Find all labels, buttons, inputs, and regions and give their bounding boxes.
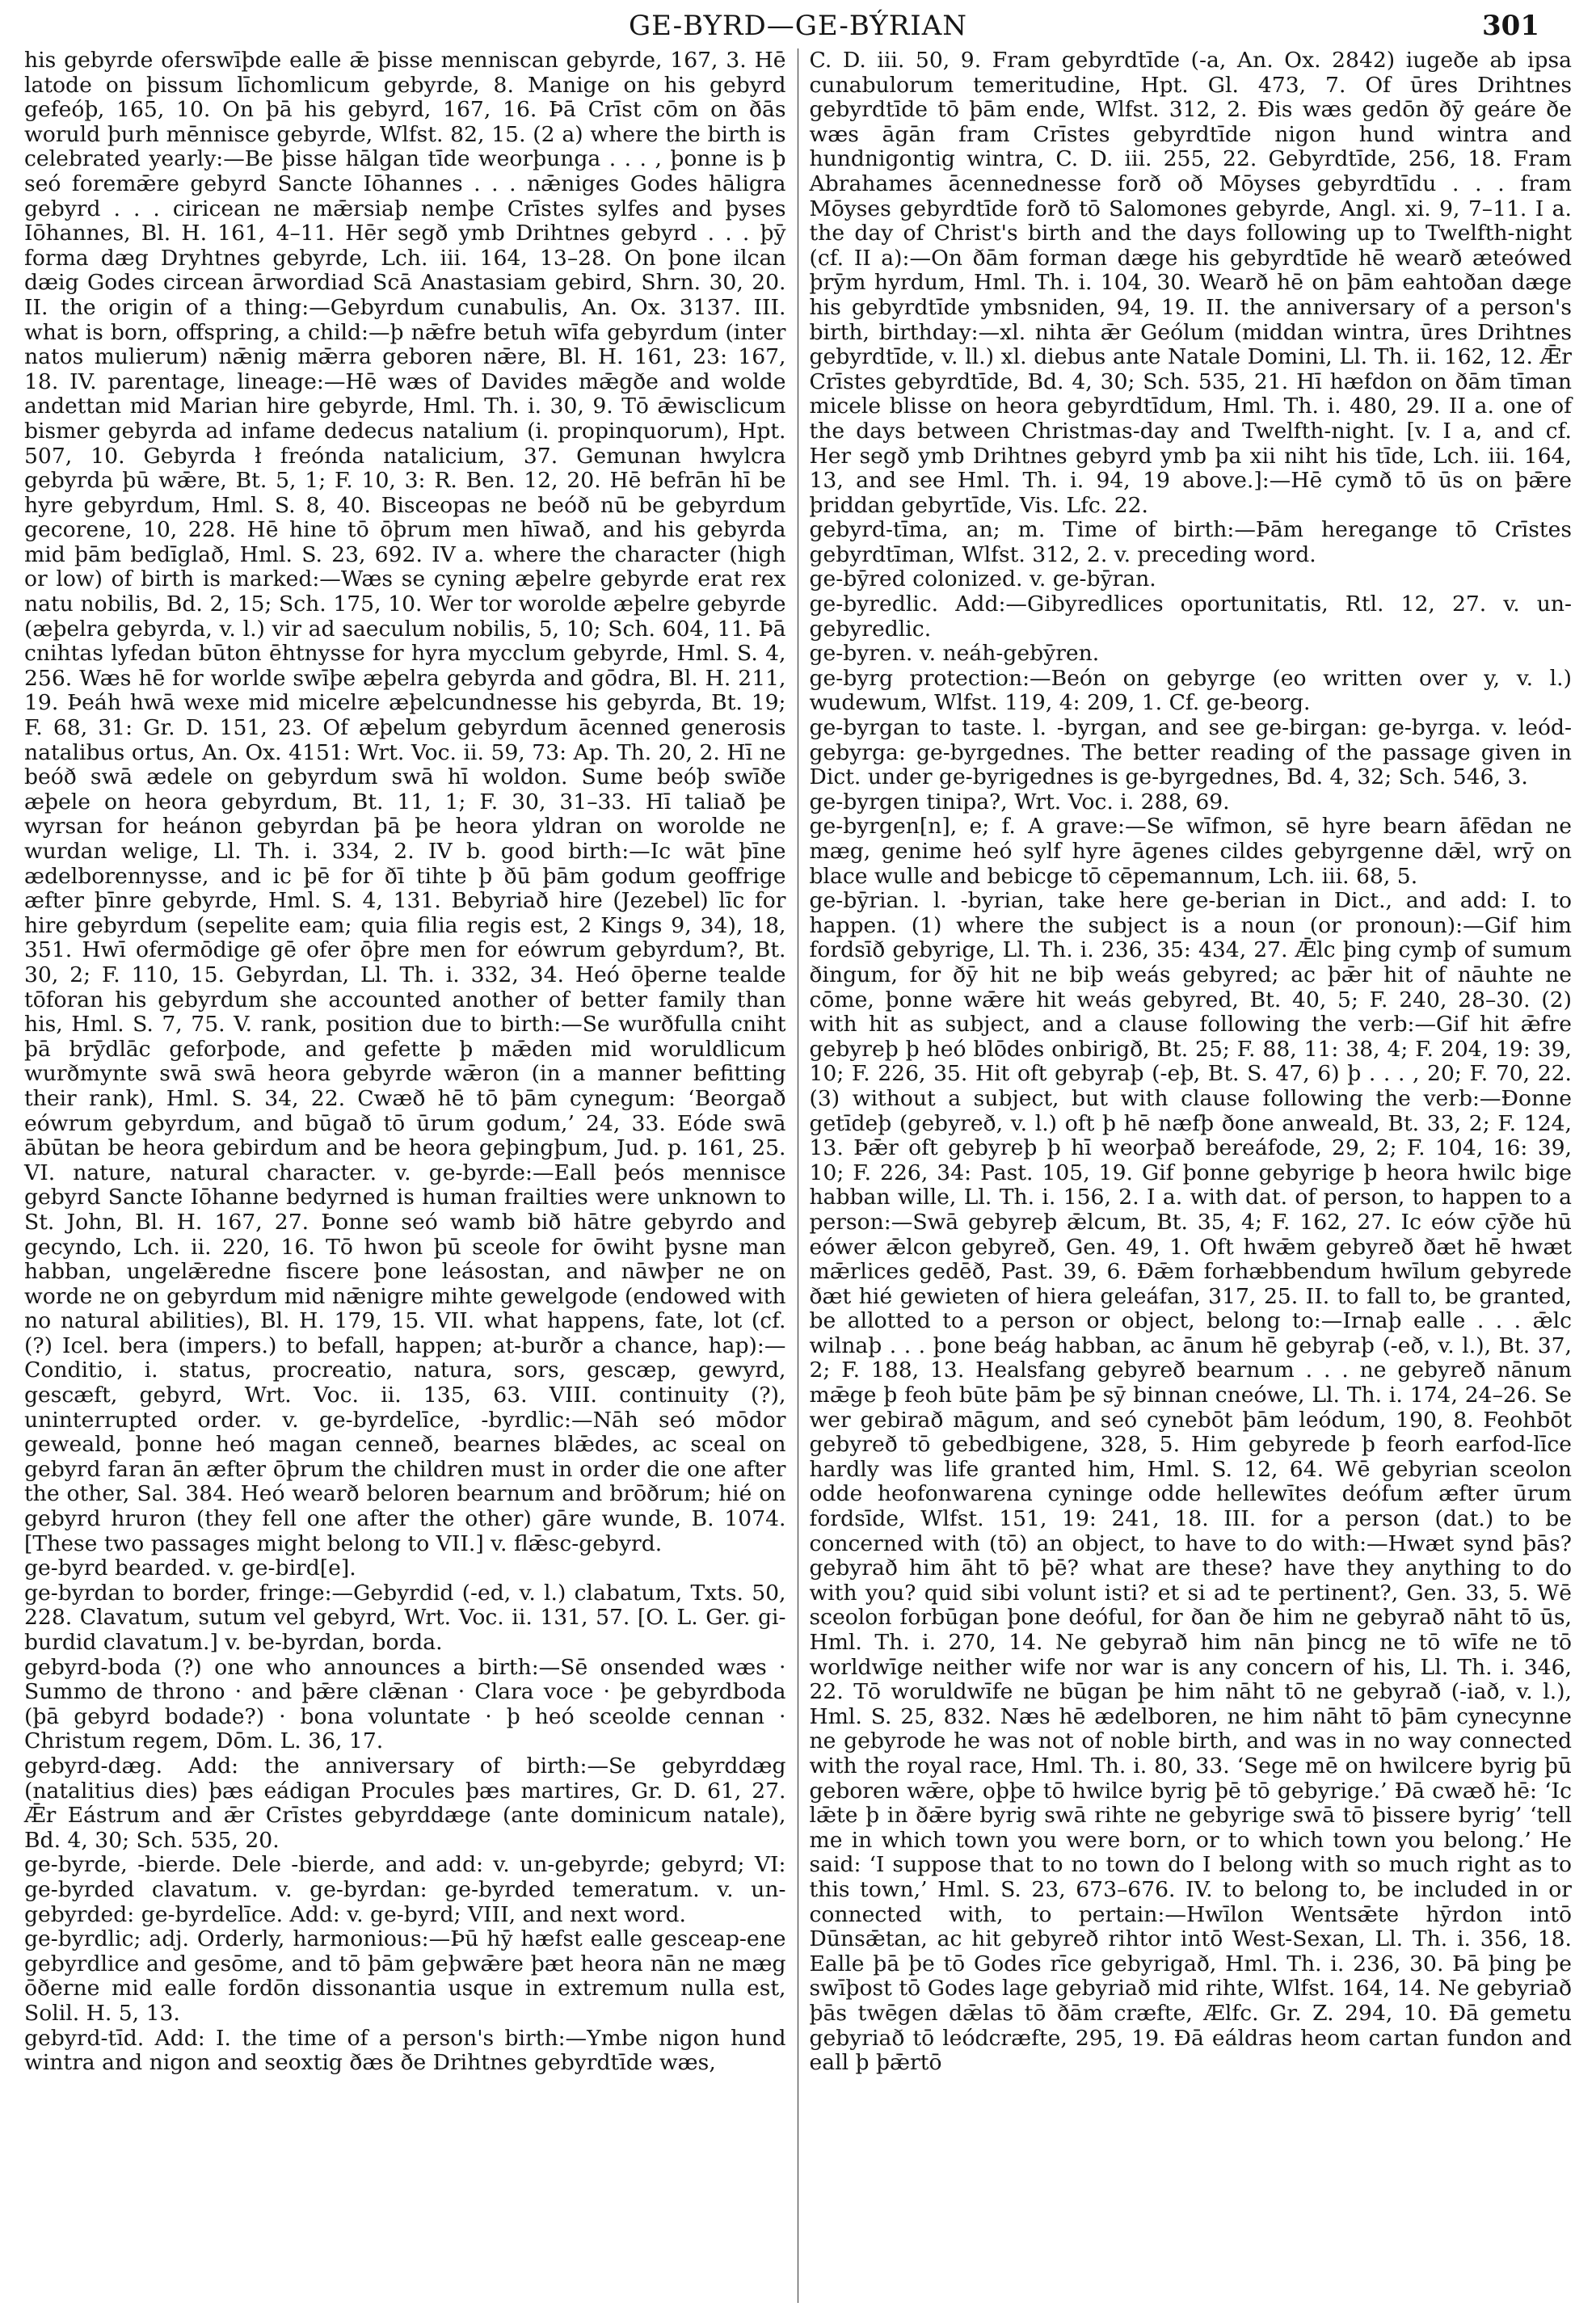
entry-paragraph: ge-bȳrian. l. -byrian, take here ge-berian in Dict., and add: I. to happen. (1) where the subject is a noun (or pronoun):—Gif him fordsīð gebyrige, Ll. Th. i. 236, 35: 434, 27. Ǣlc þing cymþ of sumum ðingum, for ðȳ hit ne biþ weás gebyred; ac þǣr hit of nāuhte ne cōme, þonne wǣre hit weás gebyred, Bt. 40, 5; F. 240, 28–30. (2) with hit as subject, and a clause following the verb:—Gif hit ǣfre gebyreþ þ heó blōdes onbirigð, Bt. 25; F. 88, 11: 38, 4; F. 204, 19: 39, 10; F. 226, 35. Hit oft gebyraþ (-eþ, Bt. S. 47, 6) þ . . . , 20; F. 70, 22. (3) without a subject, but with clause following the verb:—Ðonne getīdeþ (gebyreð, v. l.) oft þ hē næfþ ðone anweald, Bt. 33, 2; F. 124, 13. Þǣr oft gebyreþ þ hī weorþað bereáfode, 29, 2; F. 104, 16: 39, 10; F. 226, 34: Past. 105, 19. Gif þonne gebyrige þ heora hwilc bige habban wille, Ll. Th. i. 156, 2. I a. with dat. of person, to happen to a person:—Swā gebyreþ ǣlcum, Bt. 35, 4; F. 162, 27. Ic eów cȳðe hū eówer ǣlcon gebyreð, Gen. 49, 1. Oft hwǣm gebyreð ðæt hē hwæt mǣrlices gedēð, Past. 39, 6. Ðǣm forhæbbendum hwīlum gebyrede ðæt hié gewieten of hiera geleáfan, 317, 25. II. to fall to, be granted, be allotted to a person or object, belong to:—Irnaþ ealle . . . ǣlc wilnaþ . . . þone beág habban, ac ānum hē gebyraþ (-eð, v. l.), Bt. 37, 2; F. 188, 13. Healsfang gebyreð bearnum . . . ne gebyreð nānum mǣge þ feoh būte þām þe sȳ binnan cneówe, Ll. Th. i. 174, 24–26. Se wer gebirað māgum, and seó cynebōt þām leódum, 190, 8. Feohbōt gebyreð tō gebedbigene, 328, 5. Him gebyrede þ feorh earfod-līce hardly was life granted him, Hml. S. 12, 64. Wē gebyrian sceolon odde heofonwarena cyninge odde hellewītes deófum æfter ūrum fordsīde, Wlfst. 151, 19: 241, 18. III. for a person (dat.) to be concerned with (tō) an object, to have to do with:—Hwæt synd þās? gebyrað him āht tō þē? what are these? have they anything to do with you? quid sibi volunt isti? et si ad te pertinent?, Gen. 33, 5. Wē sceolon forbūgan þone deóful, for ðan ðe him ne gebyrað nāht tō ūs, Hml. Th. i. 270, 14. Ne gebyrað him nān þincg ne tō wīfe ne tō worldwīge neither wife nor war is any concern of his, Ll. Th. i. 346, 22. Tō woruldwīfe ne būgan þe him nāht tō ne gebyrað (-iað, v. l.), Hml. S. 25, 832. Næs hē ædelboren, ne him nāht tō þām cynecynne ne gebyrode he was not of noble birth, and was in no way connected with the royal race, Hml. Th. i. 80, 33. ‘Sege mē on hwilcere byrig þū geboren wǣre, oþþe tō hwilce byrig þē tō gebyrige.’ Ðā cwæð hē: ‘Ic lǣte þ in ðǣre byrig swā rihte ne gebyrige swā tō þissere byrig’ ‘tell me in which town you were born, or to which town you belong.’ He said: ‘I suppose that to no town do I belong with so much right as to this town,’ Hml. S. 23, 673–676. IV. to belong to, be included in or connected with, to pertain:—Hwīlon Wentsǣte hȳrdon intō Dūnsǣtan, ac hit gebyreð rihtor intō West-Sexan, Ll. Th. i. 356, 18. Ealle þā þe tō Godes rīce gebyrigað, Hml. Th. i. 236, 30. Þā þing þe swīþost tō Godes lage gebyriað mid rihte, Wlfst. 164, 14. Ne gebyriað þās twēgen dǣlas tō ðām cræfte, Ælfc. Gr. Z. 294, 10. Ðā gemetu gebyriað tō leódcræfte, 295, 19. Ðā eáldras heom cartan fundon and eall þ þǣrtō bbox=[809, 888, 1572, 2076]
entry-paragraph: ge-byrde, -bierde. Dele -bierde, and add: v. un-gebyrde; gebyrd; VI: ge-byrded clavatum. v. ge-byrdan: ge-byrded temeratum. v. un-gebyrded: ge-byrdelīce. Add: v. ge-byrd; VIII, and next word. bbox=[24, 1852, 786, 1927]
entry-paragraph: gebyrd-tīd. Add: I. the time of a person's birth:—Ymbe nigon hund wintra and nigon and seoxtig ðæs ðe Drihtnes gebyrdtīde wæs, bbox=[24, 2025, 786, 2076]
entry-paragraph: ge-byredlic. Add:—Gibyredlices oportunitatis, Rtl. 12, 27. v. un-gebyredlic. bbox=[809, 591, 1572, 642]
entry-paragraph: ge-bȳred colonized. v. ge-bȳran. bbox=[809, 566, 1156, 592]
entry-paragraph: ge-byrdan to border, fringe:—Gebyrdid (-ed, v. l.) clabatum, Txts. 50, 228. Clavatum, sutum vel gebyrd, Wrt. Voc. ii. 131, 57. [O. L. Ger. gi-burdid clavatum.] v. be-byrdan, borda. bbox=[24, 1580, 786, 1655]
entry-paragraph: ge-byrd bearded. v. ge-bird[e]. bbox=[24, 1555, 356, 1581]
entry-paragraph: his gebyrde oferswīþde ealle ǣ þisse menniscan gebyrde, 167, 3. Hē latode on þissum līchomlicum gebyrde, 8. Manige on his gebyrd gefeóþ, 165, 10. On þā his gebyrd, 167, 16. Þā Crīst cōm on ðās woruld þurh mēnnisce gebyrde, Wlfst. 82, 15. (2 a) where the birth is celebrated yearly:—Be þisse hālgan tīde weorþunga . . . , þonne is þ seó foremǣre gebyrd Sancte Iōhannes . . . nǣniges Godes hāligra gebyrd . . . ciricean ne mǣrsiaþ nemþe Crīstes sylfes and þyses Iōhannes, Bl. H. 161, 4–11. Hēr segð ymb Drihtnes gebyrd . . . þȳ forma dæg Dryhtnes gebyrde, Lch. iii. 164, 13–28. On þone ilcan dæig Godes circean ārwordiad Scā Anastasiam gebird, Shrn. 30, 20. II. the origin of a thing:—Gebyrdum cunabulis, An. Ox. 3137. III. what is born, offspring, a child:—þ nǣfre betuh wīfa gebyrdum (inter natos mulierum) nǣnig mǣrra geboren nǣre, Bl. H. 161, 23: 167, 18. IV. parentage, lineage:—Hē wæs of Davides mǣgðe and wolde andettan mid Marian hire gebyrde, Hml. Th. i. 30, 9. Tō ǣwisclicum bismer gebyrda ad infame dedecus natalium (i. propinquorum), Hpt. 507, 10. Gebyrda ł freónda natalicium, 37. Gemunan hwylcra gebyrda þū wǣre, Bt. 5, 1; F. 10, 3: R. Ben. 12, 20. Hē befrān hī be hyre gebyrdum, Hml. S. 8, 40. Bisceopas ne beóð nū be gebyrdum gecorene, 10, 228. Hē hine tō ōþrum men hīwað, and his gebyrda mid þām bedīglað, Hml. S. 23, 692. IV a. where the character (high or low) of birth is marked:—Wæs se cyning æþelre gebyrde erat rex natu nobilis, Bd. 2, 15; Sch. 175, 10. Wer tor woroldе æþelre gebyrde (æþelra gebyrda, v. l.) vir ad saeculum nobilis, 5, 10; Sch. 604, 11. Þā cnihtas lyfedan būton ēhtnysse for hyra mycclum gebyrde, Hml. S. 4, 256. Wæs hē for worlde swīþe æþelra gebyrda and gōdra, Bl. H. 211, 19. Þeáh hwā wexe mid micelre æþelcundnesse his gebyrda, Bt. 19; F. 68, 31: Gr. D. 151, 23. Of æþelum gebyrdum ācenned generosis natalibus ortus, An. Ox. 4151: Wrt. Voc. ii. 59, 73: Ap. Th. 20, 2. Hī ne beóð swā ædele on gebyrdum swā hī woldon. Sume beóþ swīðe æþele on heora gebyrdum, Bt. 11, 1; F. 30, 31–33. Hī taliað þe wyrsan for heánon gebyrdan þā þe heora yldran on worolde ne wurdan welige, Ll. Th. i. 334, 2. IV b. good birth:—Ic wāt þīne ædelborennysse, and ic þē for ðī tihte þ ðū þām godum geoffrige æfter þīnre gebyrde, Hml. S. 4, 131. Bebyriað hire (Jezebel) līc for hire gebyrdum (sepelite eam; quia filia regis est, 2 Kings 9, 34), 18, 351. Hwī ofermōdige gē ofer ōþre men for eówrum gebyrdum?, Bt. 30, 2; F. 110, 15. Gebyrdan, Ll. Th. i. 332, 34. Heó ōþerne tealde tōforan his gebyrdum she accounted another of better family than his, Hml. S. 7, 75. V. rank, position due to birth:—Se wurðfulla cniht þā brȳdlāc geforþode, and gefette þ mǣden mid woruldlicum wurðmynte swā swā heora gebyrde wǣron (in a manner befitting their rank), Hml. S. 34, 22. Cwæð hē tō þām cynegum: ‘Beorgað eówrum gebyrdum, and būgað tō ūrum godum,’ 24, 33. Eóde swā ābūtan be heora gebirdum and be heora geþingþum, Jud. p. 161, 25. VI. nature, natural character. v. ge-byrde:—Eall þeós mennisce gebyrd Sancte Iōhanne bedyrned is human frailties were unknown to St. John, Bl. H. 167, 27. Þonne seó wamb bið hātre gebyrdo and gecyndo, Lch. ii. 220, 16. Tō hwon þū sceole for ōwiht þysne man habban, ungelǣredne fiscere þone leásostan, and nāwþer ne on worde ne on gebyrdum mid nǣnigre mihte gewelgode (endowed with no natural abilities), Bl. H. 179, 15. VII. what happens, fate, lot (cf. (?) Icel. bera (impers.) to befall, happen; at-burðr a chance, hap):—Conditio, i. status, procreatio, natura, sors, gescæp, gewyrd, gescæft, gebyrd, Wrt. Voc. ii. 135, 63. VIII. continuity (?), uninterrupted order. v. ge-byrdelīce, -byrdlic:—Nāh seó mōdor geweald, þonne heó magan cenneð, bearnes blǣdes, ac sceal on gebyrd faran ān æfter ōþrum the children must in order die one after the other, Sal. 384. Heó wearð beloren bearnum and brōðrum; hié on gebyrd hruron (they fell one after the other) gāre wunde, B. 1074. [These two passages might belong to VII.] v. flǣsc-gebyrd. bbox=[24, 48, 786, 1556]
entry-paragraph: gebyrd-boda (?) one who announces a birth:—Sē onsended wæs · Summo de throno · and þǣre clǣnan · Clara voce · þe gebyrdboda (þā gebyrd bodade?) · bona voluntate · þ heó sceolde cennan · Christum regem, Dōm. L. 36, 17. bbox=[24, 1654, 786, 1754]
entry-paragraph: C. D. iii. 50, 9. Fram gebyrdtīde (-a, An. Ox. 2842) iugeðe ab ipsa cunabulorum temeritudine, Hpt. Gl. 473, 7. Of ūres Drihtnes gebyrdtīde tō þām ende, Wlfst. 312, 2. Ðis wæs gedōn ðȳ geáre ðe wæs āgān fram Crīstes gebyrdtīde nigon hund wintra and hundnigontig wintra, C. D. iii. 255, 22. Gebyrdtīde, 256, 18. Fram Abrahames ācennednesse forð oð Mōyses gebyrdtīdu . . . fram Mōyses gebyrdtīde forð tō Salomones gebyrde, Angl. xi. 9, 7–11. I a. the day of Christ's birth and the days following up to Twelfth-night (cf. II a):—On ðām forman dæge his gebyrdtīde hē wearð æteówed þrȳm hyrdum, Hml. Th. i. 104, 30. Wearð hē on þām eahtoðan dæge his gebyrdtīde ymbsniden, 94, 19. II. the anniversary of a person's birth, birthday:—xl. nihta ǣr Geólum (middan wintra, ūres Drihtnes gebyrdtīde, v. ll.) xl. diebus ante Natale Domini, Ll. Th. ii. 162, 12. Ǣr Crīstes gebyrdtīde, Bd. 4, 30; Sch. 535, 21. Hī hæfdon on ðām tīman micele blisse on heora gebyrdtīdum, Hml. Th. i. 480, 29. II a. one of the days between Christmas-day and Twelfth-night. [v. I a, and cf. Her segð ymb Drihtnes gebyrd ymb þa xii niht his tīde, Lch. iii. 164, 13, and see Hml. Th. i. 94, 19 above.]:—Hē cymð tō ūs on þǣre þriddan gebyrtīde, Vis. Lfc. 22. bbox=[809, 48, 1572, 518]
entry-paragraph: ge-byrgen tinipa?, Wrt. Voc. i. 288, 69. bbox=[809, 789, 1230, 815]
entry-paragraph: ge-byrg protection:—Beón on gebyrge (eo written over y, v. l.) wudewum, Wlfst. 119, 4: 209, 1. Cf. ge-beorg. bbox=[809, 665, 1572, 716]
entry-paragraph: gebyrd-dæg. Add: the anniversary of birth:—Se gebyrddæg (natalitius dies) þæs eádigan Procules þæs martires, Gr. D. 61, 27. Ǣr Eástrum and ǣr Crīstes gebyrddæge (ante dominicum natale), Bd. 4, 30; Sch. 535, 20. bbox=[24, 1753, 786, 1853]
right-column bbox=[798, 48, 1584, 2303]
entry-paragraph: ge-byrdlic; adj. Orderly, harmonious:—Þū hȳ hæfst ealle gesceap-ene gebyrdlice and gesōme, and tō þām geþwǣre þæt heora nān ne mæg ōðerne mid ealle fordōn dissonantia usque in extremum nulla est, Solil. H. 5, 13. bbox=[24, 1926, 786, 2026]
page-header bbox=[40, 6, 1556, 42]
entry-paragraph: ge-byren. v. neáh-gebȳren. bbox=[809, 641, 1100, 667]
entry-paragraph: gebyrd-tīma, an; m. Time of birth:—Þām heregange tō Crīstes gebyrdtīman, Wlfst. 312, 2. v. preceding word. bbox=[809, 517, 1572, 567]
entry-paragraph: ge-byrgen[n], e; f. A grave:—Se wīfmon, sē hyre bearn āfēdan ne mæg, genime heó sylf hyre āgenes cildes gebyrgenne dǣl, wrȳ on blace wulle and bebicge tō cēpemannum, Lch. iii. 68, 5. bbox=[809, 814, 1572, 889]
left-column bbox=[13, 48, 798, 2303]
page-number: 301 bbox=[1482, 10, 1539, 42]
entry-paragraph: ge-byrgan to taste. l. -byrgan, and see ge-birgan: ge-byrga. v. leód-gebyrga: ge-byrgednes. The better reading of the passage given in Dict. under ge-byrigednes is ge-byrgednes, Bd. 4, 32; Sch. 546, 3. bbox=[809, 715, 1572, 790]
running-head: GE-BYRD—GE-BÝRIAN bbox=[628, 10, 968, 42]
dictionary-columns bbox=[13, 48, 1583, 2303]
